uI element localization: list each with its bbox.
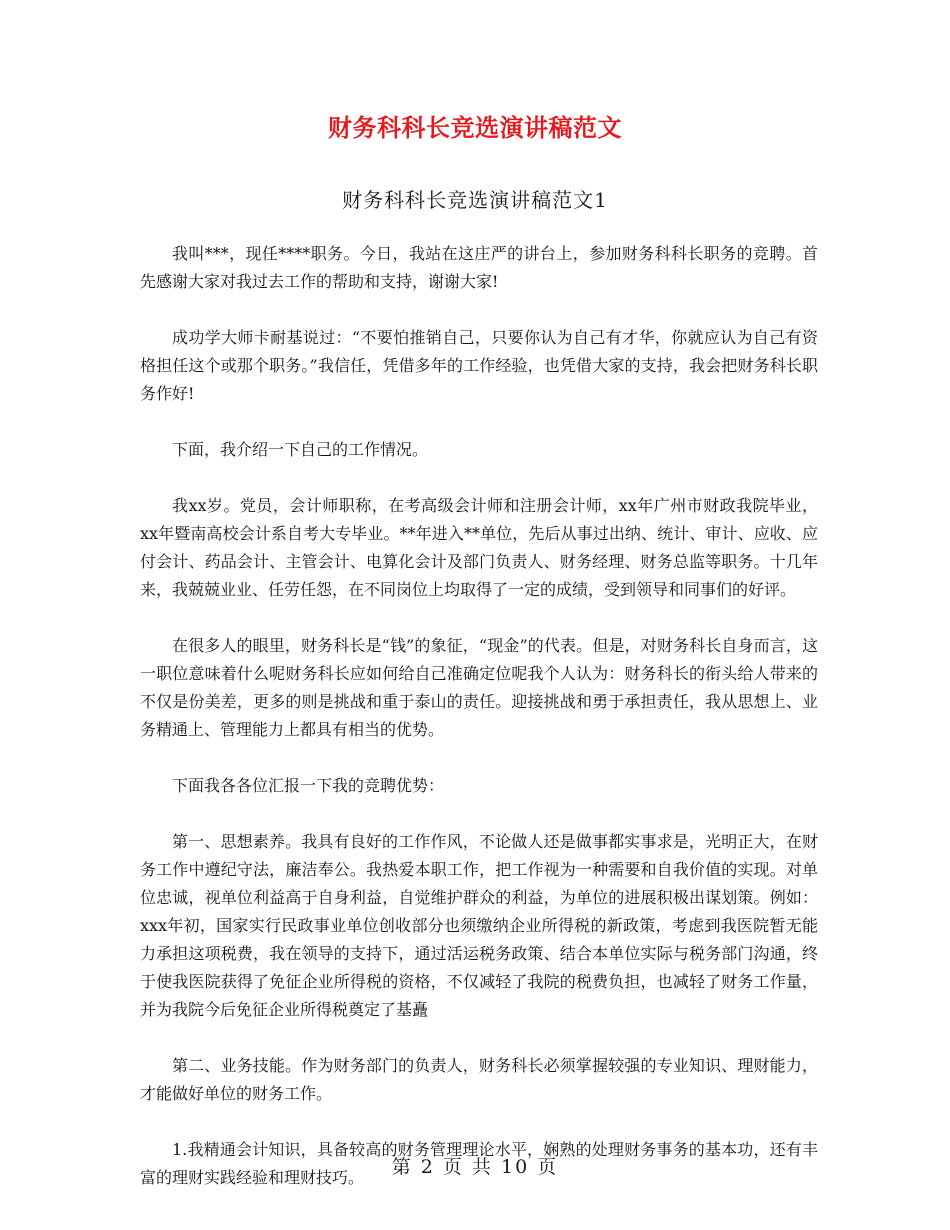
document-title: 财务科科长竞选演讲稿范文 xyxy=(328,114,622,142)
paragraph-transition: 下面，我介绍一下自己的工作情况。 xyxy=(172,440,429,459)
paragraph-advantages-intro: 下面我各各位汇报一下我的竞聘优势： xyxy=(172,776,445,795)
paragraph-ideology: 第一、思想素养。我具有良好的工作作风，不论做人还是做事都实事求是，光明正大，在财务工作中遵纪守法，廉洁奉公。我热爱本职工作，把工作视为一种需要和自我价值的实现。对单位忠诚，视单位利益高于自身利益，自觉维护群众的利益，为单位的进展积极出谋划策。例如：xxx年初，国家实行民政事业单位创收部分也须缴纳企业所得税的新政策，考虑到我医院暂无能力承担这项税费，我在领导的支持下，通过活运税务政策、结合本单位实际与税务部门沟通，终于使我医院获得了免征企业所得税的资格，不仅减轻了我院的税费负担，也减轻了财务工作量，并为我院今后免征企业所得税奠定了基矗 xyxy=(140,832,818,1019)
paragraph-role-view: 在很多人的眼里，财务科长是“钱”的象征，“现金”的代表。但是，对财务科长自身而言，这一职位意味着什么呢财务科长应如何给自己准确定位呢我个人认为：财务科长的衔头给人带来的不仅是份美差，更多的则是挑战和重于泰山的责任。迎接挑战和勇于承担责任，我从思想上、业务精通上、管理能力上都具有相当的优势。 xyxy=(140,636,818,739)
paragraph-intro: 我叫***，现任****职务。今日，我站在这庄严的讲台上，参加财务科科长职务的竞聘。首先感谢大家对我过去工作的帮助和支持，谢谢大家! xyxy=(140,244,818,291)
section-heading: 财务科科长竞选演讲稿范文1 xyxy=(342,188,608,212)
page-number-footer: 第 2 页 共 10 页 xyxy=(391,1156,559,1178)
paragraph-accounting-knowledge: 1.我精通会计知识，具备较高的财务管理理论水平，娴熟的处理财务事务的基本功，还有丰富的理财实践经验和理财技巧。 xyxy=(140,1140,818,1187)
paragraph-background: 我xx岁。党员，会计师职称，在考高级会计师和注册会计师，xx年广州市财政我院毕业，xx年暨南高校会计系自考大专毕业。**年进入**单位，先后从事过出纳、统计、审计、应收、应付会计、药品会计、主管会计、电算化会计及部门负责人、财务经理、财务总监等职务。十几年来，我兢兢业业、任劳任怨，在不同岗位上均取得了一定的成绩，受到领导和同事们的好评。 xyxy=(140,496,818,599)
paragraph-skills: 第二、业务技能。作为财务部门的负责人，财务科长必须掌握较强的专业知识、理财能力，才能做好单位的财务工作。 xyxy=(140,1056,818,1103)
paragraph-quote: 成功学大师卡耐基说过：“不要怕推销自己，只要你认为自己有才华，你就应认为自己有资格担任这个或那个职务。”我信任，凭借多年的工作经验，也凭借大家的支持，我会把财务科长职务作好! xyxy=(140,328,818,403)
document-body xyxy=(140,240,818,1220)
